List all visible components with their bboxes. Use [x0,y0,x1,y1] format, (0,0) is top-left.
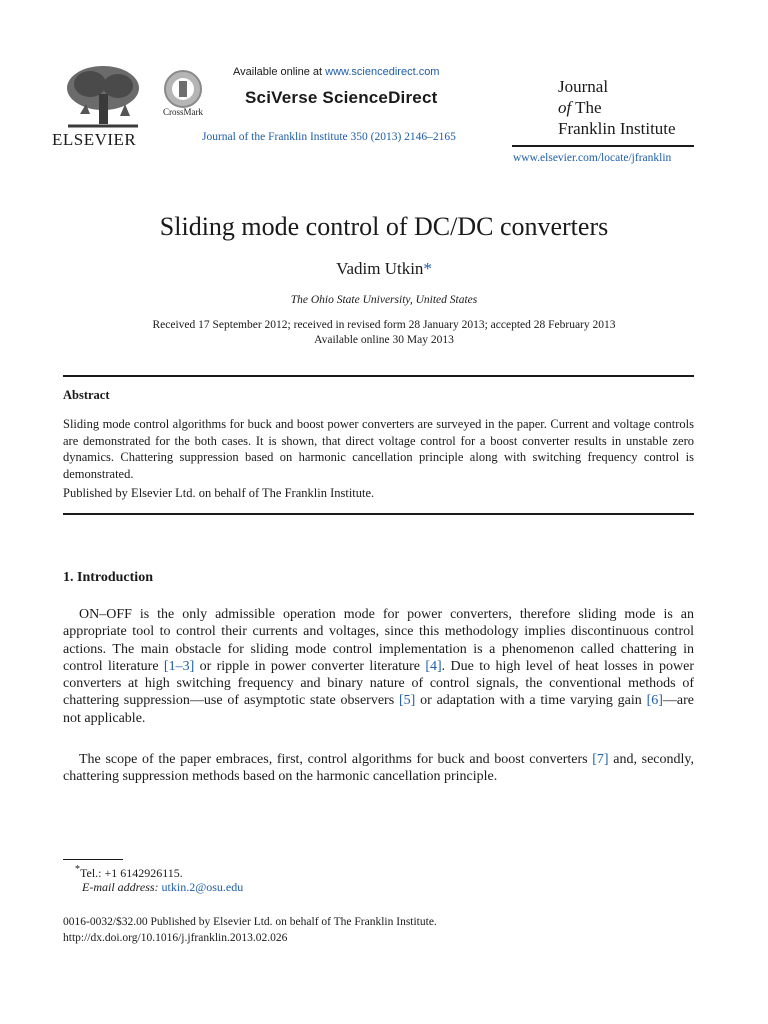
footnote-rule [63,859,123,860]
citation-link-6[interactable]: [6] [646,693,663,709]
footnote-mark: * [75,864,80,875]
available-online-line [233,66,439,78]
available-online-label: Available online at [233,66,326,78]
intro-paragraph-1 [63,606,694,727]
intro-p1-text-a: ON–OFF is the only admissible operation mode for power converters, therefore sliding mode is an appropriate tool to control their currents and voltages, since this methodology implies discontinuous control actions. The main obstacle for sliding mode control implementation is a phenomenon called chattering in control literature [63,607,694,674]
intro-p1-text-c: . Due to high level of heat losses in power converters at high switching frequency and binary nature of control signals, the conventional methods of chattering suppression—use of asymptotic state observers [63,658,694,709]
abstract-heading: Abstract [63,388,110,402]
publisher-wordmark: ELSEVIER [52,130,137,149]
intro-p2-text-b: and, secondly, chattering suppression methods based on the harmonic cancellation principle. [63,752,694,785]
intro-p1-text-d: or adaptation with a time varying gain [415,693,647,709]
sciencedirect-link[interactable]: www.sciencedirect.com [325,66,440,78]
available-online-date: Available online 30 May 2013 [314,334,454,346]
email-label: E-mail address: [82,880,159,894]
email-link[interactable]: utkin.2@osu.edu [161,880,244,894]
author-name: Vadim Utkin [336,259,424,278]
author-line [0,259,768,279]
intro-paragraph-2 [63,751,694,786]
crossmark-label: CrossMark [163,107,203,117]
elsevier-tree-logo [60,64,146,130]
citation-link-7[interactable]: [7] [592,752,609,767]
intro-p2-text-a: The scope of the paper embraces, first, control algorithms for buck and boost converters [79,752,593,767]
intro-p1-text-e: —are not applicable. [63,693,694,726]
journal-title-line2 [558,97,676,118]
citation-link-1-3[interactable]: [1–3] [163,658,195,674]
paper-title: Sliding mode control of DC/DC converters [159,212,609,241]
journal-title [558,76,676,139]
abstract-bottom-rule [63,513,694,515]
article-history [0,318,768,348]
abstract-top-rule [63,375,694,377]
journal-reference[interactable]: Journal of the Franklin Institute 350 (2013) 2146–2165 [202,131,456,143]
journal-title-of: of [558,98,572,117]
abstract-published-by: Published by Elsevier Ltd. on behalf of The Franklin Institute. [63,486,375,500]
header-divider [512,145,694,147]
journal-title-line1: Journal [558,77,609,96]
footnote-tel-text: Tel.: +1 6142926115. [80,866,183,880]
intro-p1-text-b: or ripple in power converter literature [194,658,426,674]
received-dates: Received 17 September 2012; received in revised form 28 January 2013; accepted 28 February 2013 [152,319,616,331]
journal-homepage-link[interactable]: www.elsevier.com/locate/jfranklin [513,152,672,164]
issn-price-line: 0016-0032/$32.00 Published by Elsevier Ltd. on behalf of The Franklin Institute. [63,916,437,928]
doi-link[interactable]: http://dx.doi.org/10.1016/j.jfranklin.2013.02.026 [63,931,288,944]
section-heading-introduction: 1. Introduction [63,570,153,585]
author-affiliation: The Ohio State University, United States [290,294,478,306]
author-footnote-mark[interactable]: * [423,259,432,278]
platform-name: SciVerse ScienceDirect [245,88,438,107]
journal-title-the: The [571,98,602,117]
citation-link-4[interactable]: [4] [425,658,442,674]
footnote-email [82,880,243,895]
journal-title-line3: Franklin Institute [558,119,676,138]
footnote-telephone [75,864,183,881]
abstract-body: Sliding mode control algorithms for buck and boost power converters are surveyed in the paper. Current and voltage controls are demonstrated for the both cases. It is shown, that direct voltage control for a boost converter results in unstable zero dynamics. Chattering suppression based on harmonic cancellation principle along with switching frequency control is demonstrated. [63,417,694,481]
citation-link-5[interactable]: [5] [398,693,416,709]
front-matter [63,915,437,946]
